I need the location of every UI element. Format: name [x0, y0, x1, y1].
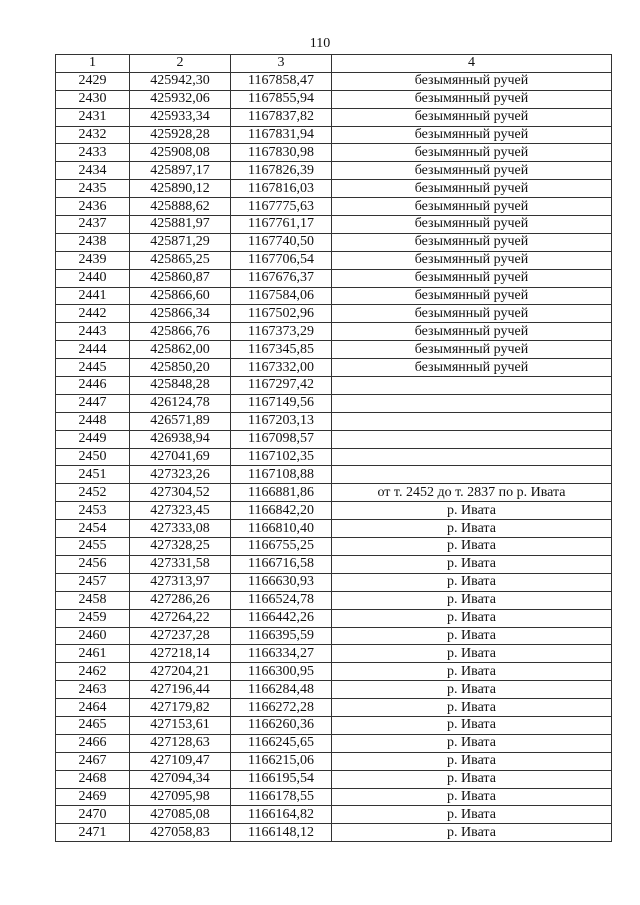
table-row — [56, 752, 612, 770]
point-number-cell: 2461 — [56, 645, 130, 663]
point-number-cell: 2439 — [56, 251, 130, 269]
y-coordinate-cell: 1166524,78 — [231, 591, 332, 609]
column-header-y-coordinate: 3 — [231, 55, 332, 73]
description-cell: безымянный ручей — [332, 216, 612, 234]
description-cell: безымянный ручей — [332, 90, 612, 108]
x-coordinate-cell: 425871,29 — [130, 233, 231, 251]
x-coordinate-cell: 427196,44 — [130, 681, 231, 699]
table-row — [56, 162, 612, 180]
description-cell: р. Ивата — [332, 824, 612, 842]
y-coordinate-cell: 1167706,54 — [231, 251, 332, 269]
x-coordinate-cell: 426938,94 — [130, 430, 231, 448]
point-number-cell: 2462 — [56, 663, 130, 681]
y-coordinate-cell: 1166755,25 — [231, 538, 332, 556]
point-number-cell: 2444 — [56, 341, 130, 359]
point-number-cell: 2459 — [56, 609, 130, 627]
point-number-cell: 2463 — [56, 681, 130, 699]
x-coordinate-cell: 427323,45 — [130, 502, 231, 520]
x-coordinate-cell: 427237,28 — [130, 627, 231, 645]
description-cell: р. Ивата — [332, 681, 612, 699]
y-coordinate-cell: 1166195,54 — [231, 770, 332, 788]
description-cell: безымянный ручей — [332, 305, 612, 323]
point-number-cell: 2469 — [56, 788, 130, 806]
table-row — [56, 269, 612, 287]
point-number-cell: 2457 — [56, 573, 130, 591]
coordinates-table — [55, 54, 612, 842]
description-cell: р. Ивата — [332, 663, 612, 681]
point-number-cell: 2430 — [56, 90, 130, 108]
description-cell: безымянный ручей — [332, 162, 612, 180]
description-cell: безымянный ручей — [332, 180, 612, 198]
y-coordinate-cell: 1167837,82 — [231, 108, 332, 126]
table-row — [56, 394, 612, 412]
x-coordinate-cell: 425865,25 — [130, 251, 231, 269]
table-row — [56, 824, 612, 842]
x-coordinate-cell: 425908,08 — [130, 144, 231, 162]
x-coordinate-cell: 425933,34 — [130, 108, 231, 126]
description-cell: р. Ивата — [332, 645, 612, 663]
page-number: 110 — [309, 36, 331, 51]
point-number-cell: 2441 — [56, 287, 130, 305]
table-row — [56, 502, 612, 520]
x-coordinate-cell: 427286,26 — [130, 591, 231, 609]
x-coordinate-cell: 427328,25 — [130, 538, 231, 556]
point-number-cell: 2453 — [56, 502, 130, 520]
x-coordinate-cell: 427094,34 — [130, 770, 231, 788]
description-cell: безымянный ручей — [332, 126, 612, 144]
y-coordinate-cell: 1167102,35 — [231, 448, 332, 466]
table-row — [56, 377, 612, 395]
x-coordinate-cell: 425850,20 — [130, 359, 231, 377]
y-coordinate-cell: 1167345,85 — [231, 341, 332, 359]
table-row — [56, 233, 612, 251]
table-row — [56, 681, 612, 699]
y-coordinate-cell: 1167149,56 — [231, 394, 332, 412]
description-cell: р. Ивата — [332, 716, 612, 734]
description-cell: р. Ивата — [332, 699, 612, 717]
y-coordinate-cell: 1167676,37 — [231, 269, 332, 287]
point-number-cell: 2455 — [56, 538, 130, 556]
y-coordinate-cell: 1166716,58 — [231, 555, 332, 573]
point-number-cell: 2466 — [56, 734, 130, 752]
point-number-cell: 2429 — [56, 72, 130, 90]
table-row — [56, 520, 612, 538]
description-cell: р. Ивата — [332, 520, 612, 538]
x-coordinate-cell: 425890,12 — [130, 180, 231, 198]
description-cell — [332, 430, 612, 448]
description-cell: р. Ивата — [332, 734, 612, 752]
table-row — [56, 627, 612, 645]
table-header-row — [56, 55, 612, 73]
point-number-cell: 2432 — [56, 126, 130, 144]
y-coordinate-cell: 1167297,42 — [231, 377, 332, 395]
point-number-cell: 2448 — [56, 412, 130, 430]
table-row — [56, 216, 612, 234]
y-coordinate-cell: 1166245,65 — [231, 734, 332, 752]
y-coordinate-cell: 1167108,88 — [231, 466, 332, 484]
table-row — [56, 412, 612, 430]
description-cell: безымянный ручей — [332, 323, 612, 341]
table-row — [56, 573, 612, 591]
point-number-cell: 2445 — [56, 359, 130, 377]
table-row — [56, 466, 612, 484]
description-cell — [332, 412, 612, 430]
x-coordinate-cell: 427204,21 — [130, 663, 231, 681]
description-cell: безымянный ручей — [332, 198, 612, 216]
point-number-cell: 2450 — [56, 448, 130, 466]
table-row — [56, 716, 612, 734]
x-coordinate-cell: 425881,97 — [130, 216, 231, 234]
table-row — [56, 806, 612, 824]
description-cell — [332, 448, 612, 466]
x-coordinate-cell: 427128,63 — [130, 734, 231, 752]
y-coordinate-cell: 1166810,40 — [231, 520, 332, 538]
x-coordinate-cell: 425866,34 — [130, 305, 231, 323]
y-coordinate-cell: 1167098,57 — [231, 430, 332, 448]
y-coordinate-cell: 1167761,17 — [231, 216, 332, 234]
table-row — [56, 538, 612, 556]
table-row — [56, 430, 612, 448]
description-cell — [332, 394, 612, 412]
y-coordinate-cell: 1167740,50 — [231, 233, 332, 251]
point-number-cell: 2456 — [56, 555, 130, 573]
y-coordinate-cell: 1167584,06 — [231, 287, 332, 305]
table-row — [56, 90, 612, 108]
description-cell: р. Ивата — [332, 609, 612, 627]
y-coordinate-cell: 1167858,47 — [231, 72, 332, 90]
table-row — [56, 734, 612, 752]
x-coordinate-cell: 426571,89 — [130, 412, 231, 430]
table-row — [56, 359, 612, 377]
point-number-cell: 2471 — [56, 824, 130, 842]
y-coordinate-cell: 1166842,20 — [231, 502, 332, 520]
y-coordinate-cell: 1166178,55 — [231, 788, 332, 806]
x-coordinate-cell: 427041,69 — [130, 448, 231, 466]
x-coordinate-cell: 427058,83 — [130, 824, 231, 842]
y-coordinate-cell: 1166300,95 — [231, 663, 332, 681]
point-number-cell: 2449 — [56, 430, 130, 448]
point-number-cell: 2452 — [56, 484, 130, 502]
y-coordinate-cell: 1167373,29 — [231, 323, 332, 341]
x-coordinate-cell: 425848,28 — [130, 377, 231, 395]
point-number-cell: 2467 — [56, 752, 130, 770]
x-coordinate-cell: 427331,58 — [130, 555, 231, 573]
table-row — [56, 180, 612, 198]
table-row — [56, 108, 612, 126]
point-number-cell: 2460 — [56, 627, 130, 645]
table-row — [56, 770, 612, 788]
description-cell: безымянный ручей — [332, 72, 612, 90]
description-cell — [332, 377, 612, 395]
x-coordinate-cell: 427153,61 — [130, 716, 231, 734]
description-cell: р. Ивата — [332, 806, 612, 824]
x-coordinate-cell: 427323,26 — [130, 466, 231, 484]
description-cell: безымянный ручей — [332, 233, 612, 251]
x-coordinate-cell: 425932,06 — [130, 90, 231, 108]
y-coordinate-cell: 1167826,39 — [231, 162, 332, 180]
point-number-cell: 2436 — [56, 198, 130, 216]
table-row — [56, 699, 612, 717]
y-coordinate-cell: 1166334,27 — [231, 645, 332, 663]
table-body — [56, 72, 612, 841]
point-number-cell: 2465 — [56, 716, 130, 734]
table-row — [56, 341, 612, 359]
x-coordinate-cell: 425860,87 — [130, 269, 231, 287]
x-coordinate-cell: 427179,82 — [130, 699, 231, 717]
column-header-x-coordinate: 2 — [130, 55, 231, 73]
y-coordinate-cell: 1167203,13 — [231, 412, 332, 430]
x-coordinate-cell: 427304,52 — [130, 484, 231, 502]
point-number-cell: 2464 — [56, 699, 130, 717]
y-coordinate-cell: 1166215,06 — [231, 752, 332, 770]
point-number-cell: 2435 — [56, 180, 130, 198]
y-coordinate-cell: 1166881,86 — [231, 484, 332, 502]
x-coordinate-cell: 427264,22 — [130, 609, 231, 627]
y-coordinate-cell: 1167855,94 — [231, 90, 332, 108]
column-header-description: 4 — [332, 55, 612, 73]
description-cell — [332, 466, 612, 484]
table-row — [56, 251, 612, 269]
table-row — [56, 484, 612, 502]
point-number-cell: 2447 — [56, 394, 130, 412]
x-coordinate-cell: 425928,28 — [130, 126, 231, 144]
table-row — [56, 555, 612, 573]
table-row — [56, 609, 612, 627]
x-coordinate-cell: 425942,30 — [130, 72, 231, 90]
x-coordinate-cell: 425897,17 — [130, 162, 231, 180]
point-number-cell: 2451 — [56, 466, 130, 484]
point-number-cell: 2434 — [56, 162, 130, 180]
table-row — [56, 305, 612, 323]
y-coordinate-cell: 1167332,00 — [231, 359, 332, 377]
y-coordinate-cell: 1167775,63 — [231, 198, 332, 216]
point-number-cell: 2458 — [56, 591, 130, 609]
y-coordinate-cell: 1166284,48 — [231, 681, 332, 699]
description-cell: р. Ивата — [332, 573, 612, 591]
x-coordinate-cell: 427218,14 — [130, 645, 231, 663]
table-row — [56, 448, 612, 466]
point-number-cell: 2470 — [56, 806, 130, 824]
table-row — [56, 126, 612, 144]
table-row — [56, 591, 612, 609]
y-coordinate-cell: 1166164,82 — [231, 806, 332, 824]
x-coordinate-cell: 425888,62 — [130, 198, 231, 216]
description-cell: безымянный ручей — [332, 144, 612, 162]
y-coordinate-cell: 1166272,28 — [231, 699, 332, 717]
table-row — [56, 788, 612, 806]
point-number-cell: 2433 — [56, 144, 130, 162]
table-row — [56, 323, 612, 341]
description-cell: р. Ивата — [332, 538, 612, 556]
y-coordinate-cell: 1166260,36 — [231, 716, 332, 734]
point-number-cell: 2442 — [56, 305, 130, 323]
description-cell: безымянный ручей — [332, 287, 612, 305]
description-cell: р. Ивата — [332, 788, 612, 806]
x-coordinate-cell: 427109,47 — [130, 752, 231, 770]
description-cell: безымянный ручей — [332, 341, 612, 359]
table-row — [56, 198, 612, 216]
point-number-cell: 2431 — [56, 108, 130, 126]
column-header-point-number: 1 — [56, 55, 130, 73]
description-cell: безымянный ручей — [332, 108, 612, 126]
description-cell: р. Ивата — [332, 591, 612, 609]
x-coordinate-cell: 426124,78 — [130, 394, 231, 412]
description-cell: безымянный ручей — [332, 359, 612, 377]
y-coordinate-cell: 1166442,26 — [231, 609, 332, 627]
description-cell: от т. 2452 до т. 2837 по р. Ивата — [332, 484, 612, 502]
table-row — [56, 645, 612, 663]
y-coordinate-cell: 1167830,98 — [231, 144, 332, 162]
x-coordinate-cell: 425866,76 — [130, 323, 231, 341]
table-row — [56, 287, 612, 305]
y-coordinate-cell: 1166395,59 — [231, 627, 332, 645]
y-coordinate-cell: 1167816,03 — [231, 180, 332, 198]
y-coordinate-cell: 1166630,93 — [231, 573, 332, 591]
x-coordinate-cell: 427095,98 — [130, 788, 231, 806]
description-cell: безымянный ручей — [332, 251, 612, 269]
x-coordinate-cell: 425866,60 — [130, 287, 231, 305]
point-number-cell: 2443 — [56, 323, 130, 341]
y-coordinate-cell: 1167502,96 — [231, 305, 332, 323]
description-cell: р. Ивата — [332, 752, 612, 770]
point-number-cell: 2437 — [56, 216, 130, 234]
table-row — [56, 72, 612, 90]
x-coordinate-cell: 425862,00 — [130, 341, 231, 359]
y-coordinate-cell: 1166148,12 — [231, 824, 332, 842]
description-cell: р. Ивата — [332, 627, 612, 645]
point-number-cell: 2468 — [56, 770, 130, 788]
description-cell: безымянный ручей — [332, 269, 612, 287]
point-number-cell: 2446 — [56, 377, 130, 395]
description-cell: р. Ивата — [332, 555, 612, 573]
description-cell: р. Ивата — [332, 502, 612, 520]
point-number-cell: 2440 — [56, 269, 130, 287]
x-coordinate-cell: 427313,97 — [130, 573, 231, 591]
y-coordinate-cell: 1167831,94 — [231, 126, 332, 144]
point-number-cell: 2454 — [56, 520, 130, 538]
table-row — [56, 144, 612, 162]
point-number-cell: 2438 — [56, 233, 130, 251]
x-coordinate-cell: 427085,08 — [130, 806, 231, 824]
table-row — [56, 663, 612, 681]
description-cell: р. Ивата — [332, 770, 612, 788]
x-coordinate-cell: 427333,08 — [130, 520, 231, 538]
